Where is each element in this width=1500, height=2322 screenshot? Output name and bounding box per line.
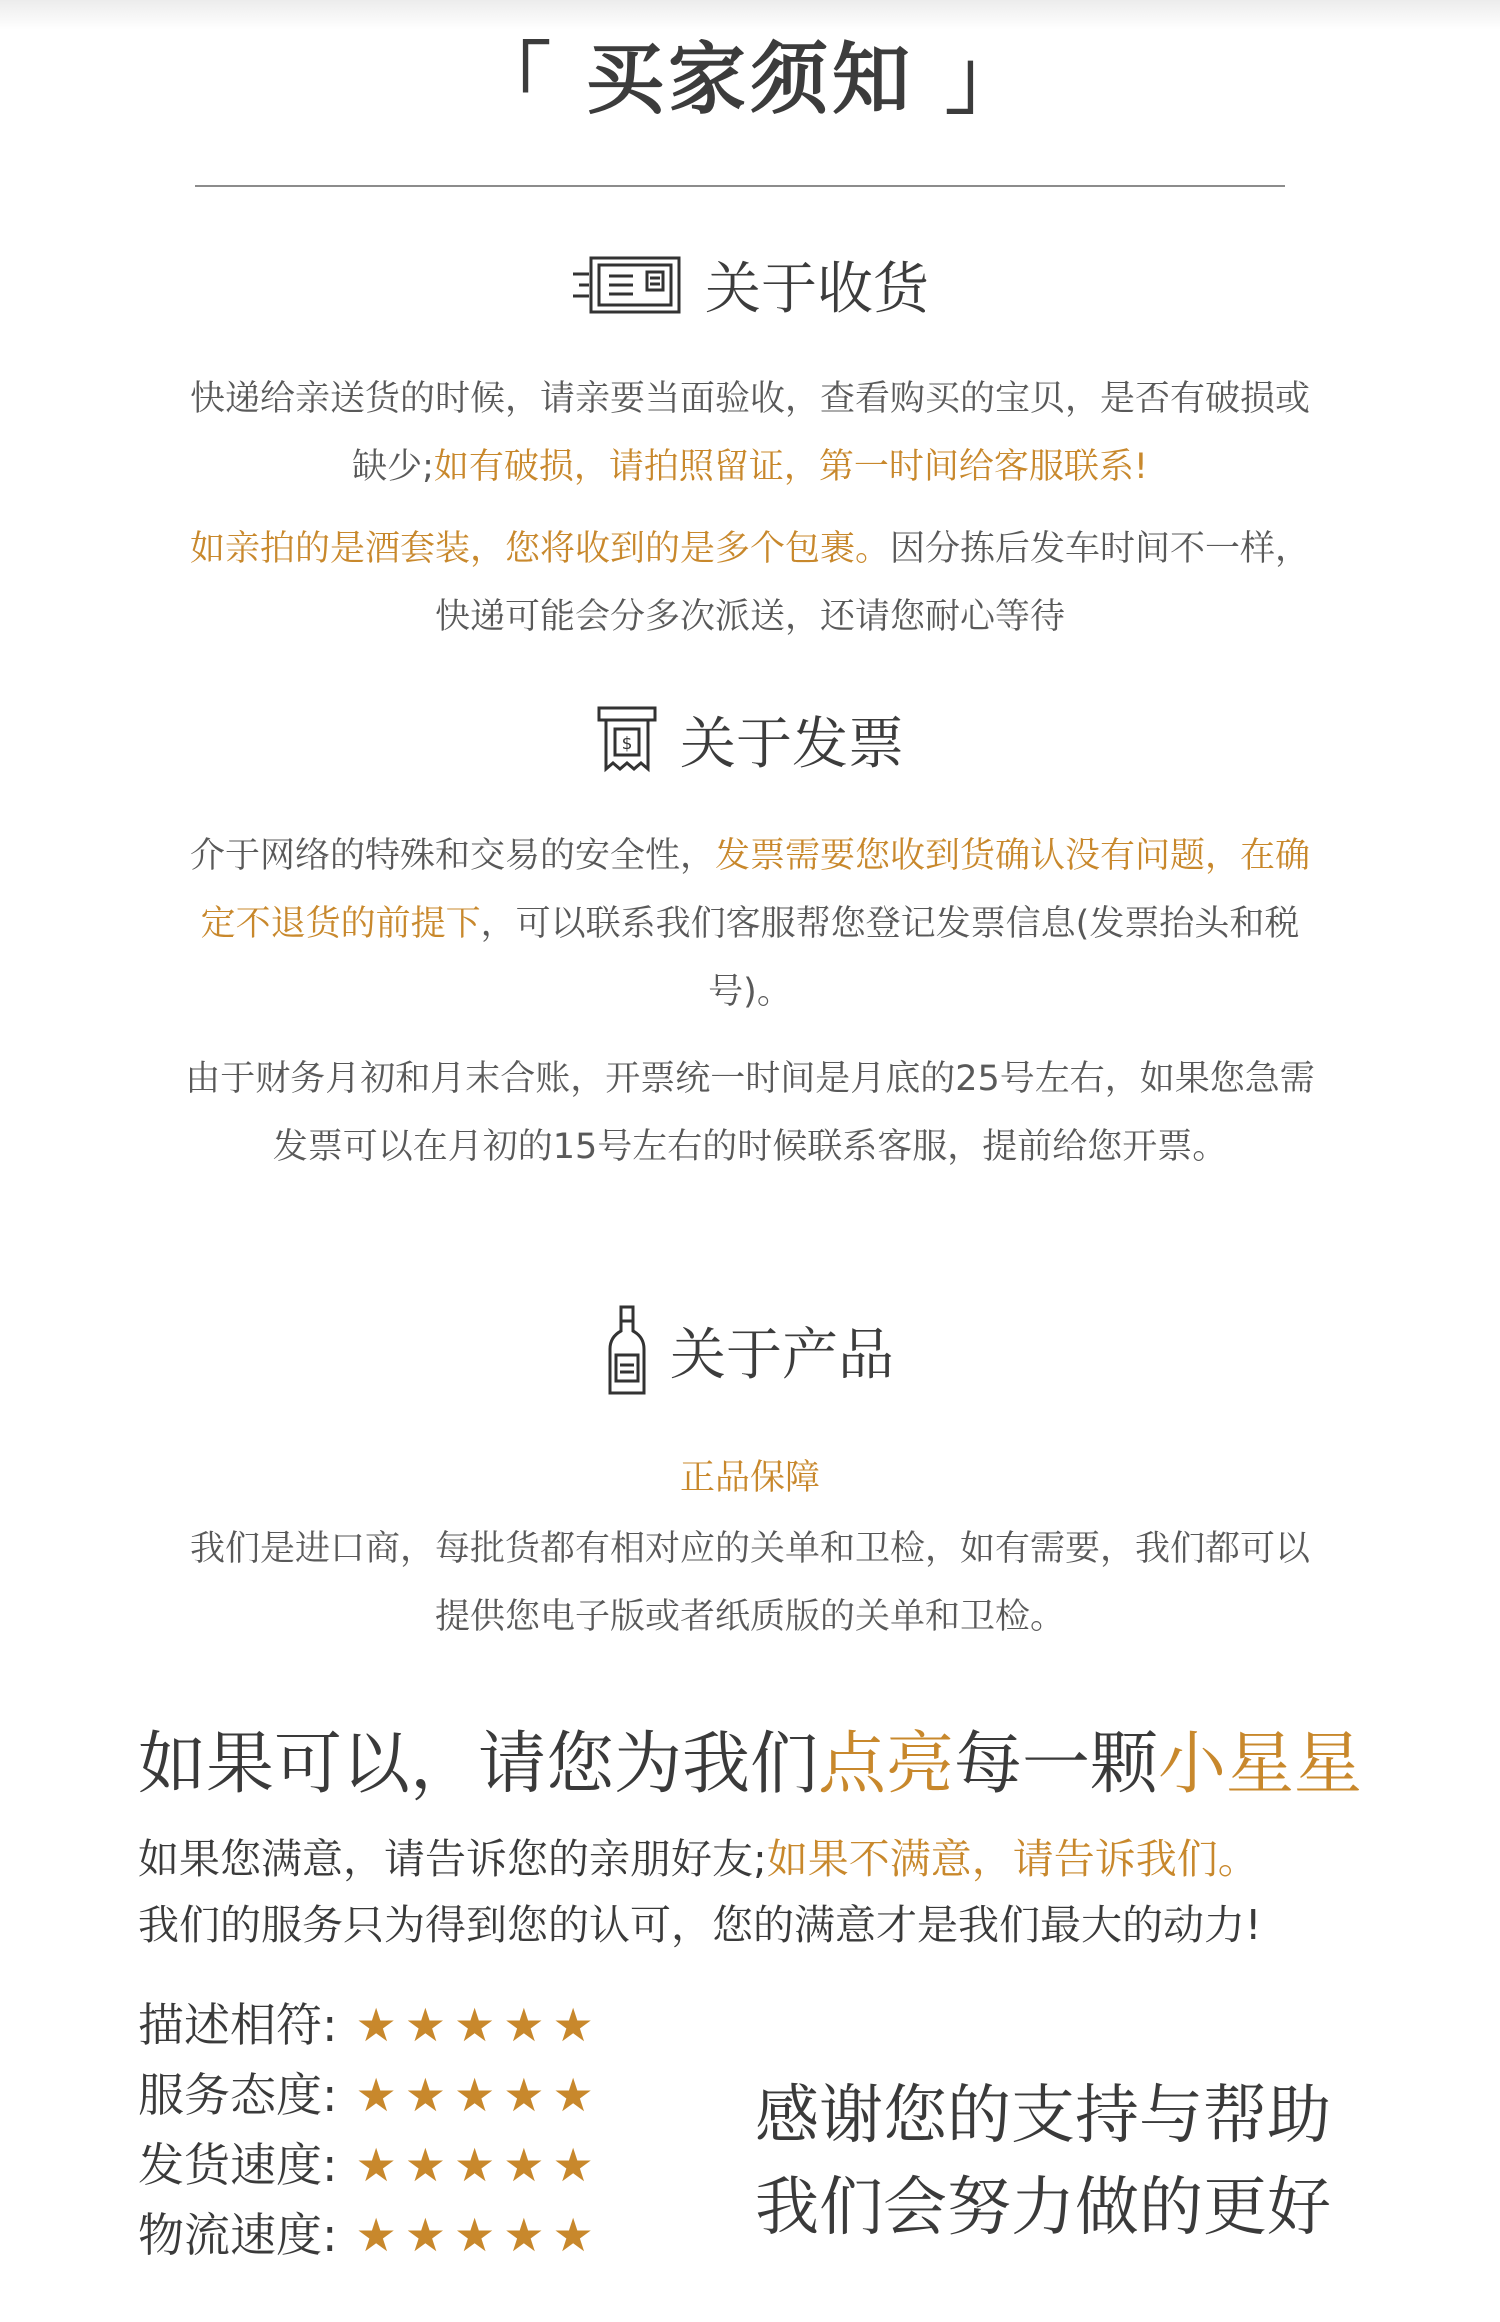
top-decoration (0, 0, 1500, 30)
thanks-line-1: 感谢您的支持与帮助 (755, 2079, 1331, 2153)
invoice-section-header (0, 700, 1500, 780)
product-paragraph: 我们是进口商，每批货都有相对应的关单和卫检，如有需要，我们都可以提供您电子版或者纸质版的关单和卫检。 (189, 1529, 1310, 1637)
mailbox-icon (571, 252, 683, 318)
rating-row (138, 1990, 602, 2060)
star-icons: ★★★★★ (355, 2138, 602, 2192)
receiving-heading: 关于收货 (705, 257, 929, 322)
rating-label: 发货速度: (138, 2138, 338, 2192)
product-heading: 关于产品 (670, 1323, 894, 1388)
invoice-paragraph-2: 由于财务月初和月末合账，开票统一时间是月底的25号左右，如果您急需发票可以在月初的15号左右的时候联系客服，提前给您开票。 (185, 1059, 1315, 1167)
thanks-line-2: 我们会努力做的更好 (755, 2171, 1331, 2245)
star-icons: ★★★★★ (355, 2068, 602, 2122)
rating-label: 服务态度: (138, 2068, 338, 2122)
appeal-headline: 如果可以，请您为我们点亮每一颗小星星 (138, 1725, 1363, 1804)
invoice-heading: 关于发票 (680, 712, 904, 777)
receiving-section-header (0, 245, 1500, 325)
bottle-icon (606, 1305, 648, 1397)
rating-row (138, 2130, 602, 2200)
rating-row (138, 2200, 602, 2270)
star-icons: ★★★★★ (355, 2208, 602, 2262)
receiving-paragraph-1: 快递给亲送货的时候，请亲要当面验收，查看购买的宝贝，是否有破损或缺少;如有破损，请拍照留证，第一时间给客服联系! (189, 379, 1310, 487)
star-icons: ★★★★★ (355, 1998, 602, 2052)
rating-row (138, 2060, 602, 2130)
divider (195, 185, 1285, 187)
receiving-paragraph-2: 如亲拍的是酒套装，您将收到的是多个包裹。因分拣后发车时间不一样，快递可能会分多次派送，还请您耐心等待 (189, 529, 1311, 637)
appeal-line-3: 我们的服务只为得到您的认可，您的满意才是我们最大的动力! (138, 1901, 1262, 1949)
appeal-line-2: 如果您满意，请告诉您的亲朋好友;如果不满意，请告诉我们。 (138, 1835, 1259, 1883)
page-title: 「 买家须知 」 (472, 35, 1028, 125)
product-subheading: 正品保障 (679, 1458, 820, 1498)
receipt-icon (596, 705, 658, 775)
rating-label: 描述相符: (138, 1998, 338, 2052)
product-section-header (0, 1305, 1500, 1397)
svg-text:$: $ (621, 734, 633, 754)
invoice-paragraph-1: 介于网络的特殊和交易的安全性，发票需要您收到货确认没有问题，在确定不退货的前提下，可以联系我们客服帮您登记发票信息(发票抬头和税号)。 (189, 836, 1311, 1012)
rating-label: 物流速度: (138, 2208, 338, 2262)
